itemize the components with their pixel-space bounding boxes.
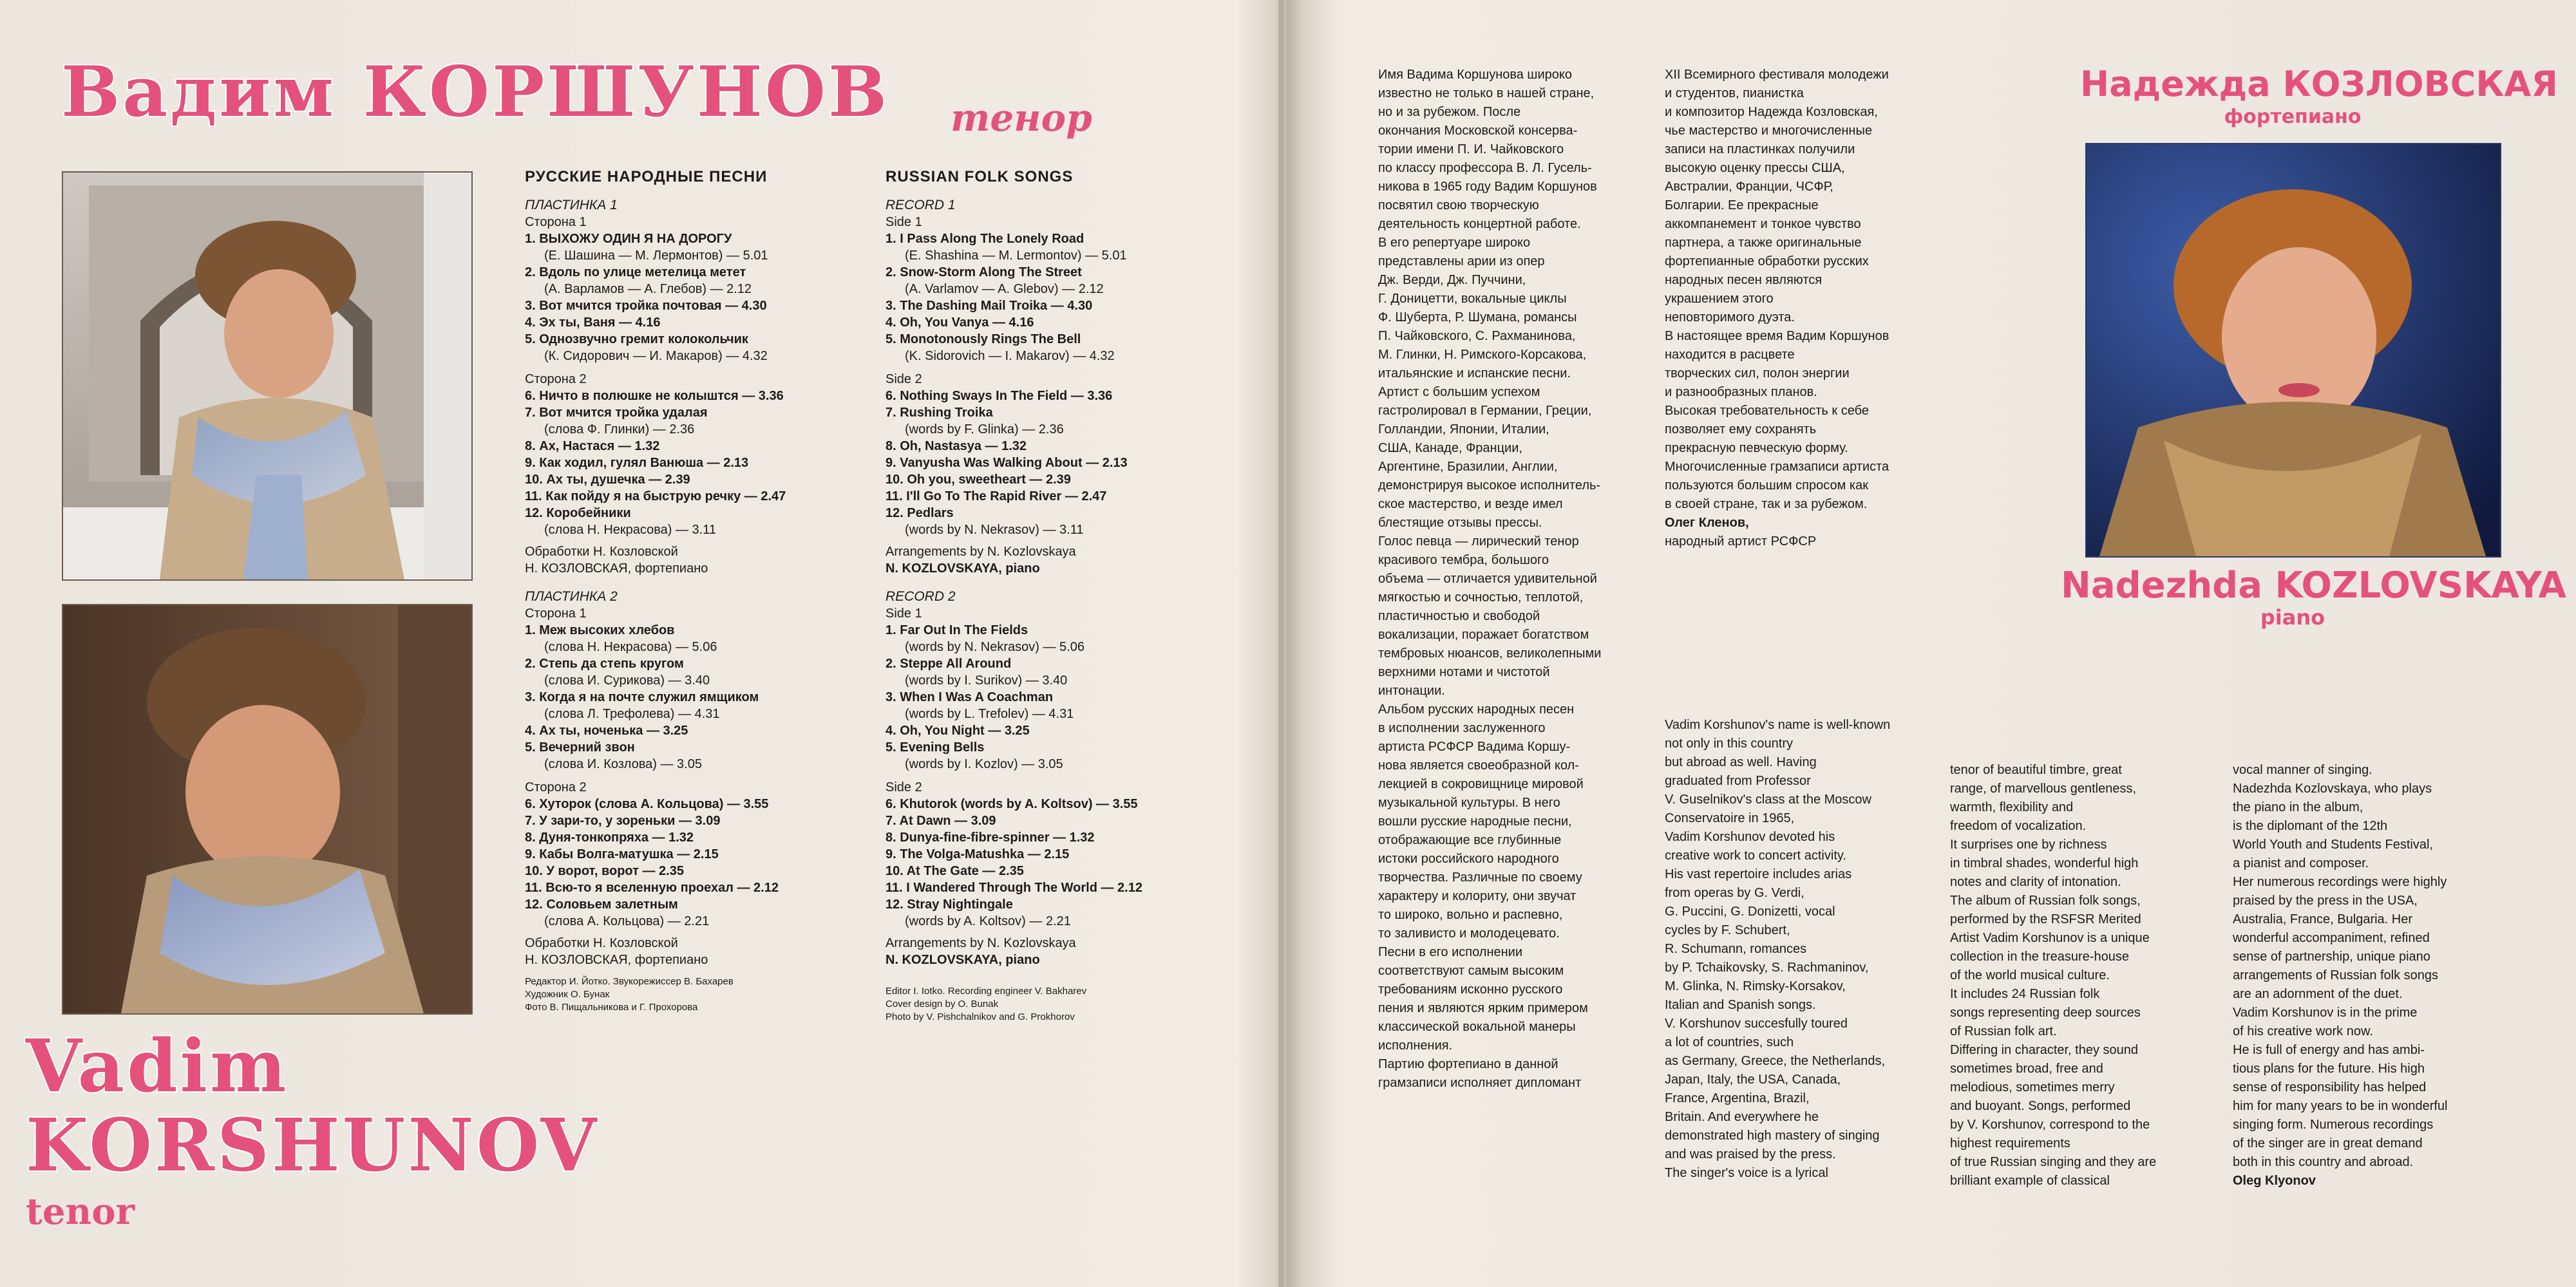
track-ru: (Е. Шашина — М. Лермонтов) — 5.01 [544,249,768,263]
liner-line-ru: истоки российского народного [1378,852,1559,866]
liner-line-en: and was praised by the press. [1665,1147,1836,1161]
credit-line-ru: Фото В. Пищальникова и Г. Прохорова [525,1002,698,1013]
liner-line-ru: никова в 1965 году Вадим Коршунов [1378,180,1597,194]
liner-line-en: It surprises one by richness [1950,838,2107,852]
track-en: (A. Varlamov — A. Glebov) — 2.12 [905,282,1104,296]
liner-line-ru: блестящие отзывы прессы. [1378,516,1542,530]
track-en: 11. I'll Go To The Rapid River — 2.47 [886,489,1107,503]
liner-line-ru: украшением этого [1665,292,1774,306]
track-en: 5. Evening Bells [886,740,985,755]
track-ru: 4. Эх ты, Ваня — 4.16 [525,315,661,330]
liner-line-ru: творческих сил, полон энергии [1665,366,1850,380]
liner-line-en: creative work to concert activity. [1665,849,1846,863]
pianist-credit-en: N. KOZLOVSKAYA, piano [886,561,1040,576]
liner-line-en: tious plans for the future. His high [2233,1062,2425,1076]
liner-notes-en-col1 [1665,716,1890,1183]
record1-label-ru: ПЛАСТИНКА 1 [525,198,618,212]
track-ru: 8. Ах, Настася — 1.32 [525,439,660,453]
liner-line-en: The album of Russian folk songs, [1950,894,2141,908]
track-en: 11. I Wandered Through The World — 2.12 [886,881,1142,895]
track-ru: 12. Коробейники [525,506,631,520]
pianist-portrait [2085,143,2501,558]
liner-line-en: and buoyant. Songs, performed [1950,1099,2131,1113]
liner-line-ru: пластичностью и свободой [1378,609,1540,623]
record1-side2-label-en: Side 2 [886,372,922,386]
credit-line-ru: Редактор И. Йотко. Звукорежиссер В. Бахарев [525,976,734,987]
track-ru: 6. Ничто в полюшке не колыштся — 3.36 [525,389,784,403]
track-en: 4. Oh, You Night — 3.25 [886,724,1030,738]
liner-line-ru: объема — отличается удивительной [1378,572,1597,586]
liner-line-en: praised by the press in the USA, [2233,894,2418,908]
track-ru: 5. Однозвучно гремит колокольчик [525,332,748,346]
track-ru: 1. Меж высоких хлебов [525,623,675,637]
liner-line-ru: XII Всемирного фестиваля молодежи [1665,68,1889,82]
track-ru: 1. ВЫХОЖУ ОДИН Я НА ДОРОГУ [525,232,732,246]
track-ru: 11. Всю-то я вселенную проехал — 2.12 [525,881,779,895]
liner-line-ru: вокализации, поражает богатством [1378,628,1589,642]
liner-line-ru: красивого тембра, большого [1378,553,1549,567]
track-en: 12. Pedlars [886,506,954,520]
liner-notes-en-col3 [2233,761,2448,1190]
liner-line-en: G. Puccini, G. Donizetti, vocal [1665,905,1835,919]
liner-line-ru: В его репертуаре широко [1378,236,1531,250]
liner-line-en: Nadezhda Kozlovskaya, who plays [2233,782,2432,796]
liner-line-ru: народных песен являются [1665,273,1823,287]
liner-line-ru: В настоящее время Вадим Коршунов [1665,329,1889,343]
track-en: 9. The Volga-Matushka — 2.15 [886,847,1070,861]
liner-line-en: tenor of beautiful timbre, great [1950,763,2122,777]
liner-line-en: range, of marvellous gentleness, [1950,782,2137,796]
liner-line-ru: верхними нотами и чистотой [1378,665,1550,679]
liner-line-en: graduated from Professor [1665,774,1811,788]
liner-line-ru: находится в расцвете [1665,348,1795,362]
liner-line-en: performed by the RSFSR Merited [1950,912,2141,926]
liner-line-ru: высокую оценку прессы США, [1665,161,1845,175]
arrangements-ru: Обработки Н. Козловской [525,545,678,559]
track-en: 2. Snow-Storm Along The Street [886,265,1082,279]
credits-en [886,985,1086,1024]
liner-line-ru: то заливисто и молодецевато. [1378,926,1560,941]
liner-line-ru: фортепианные обработки русских [1665,254,1869,268]
liner-line-ru: США, Канаде, Франции, [1378,441,1522,455]
liner-line-en: cycles by F. Schubert, [1665,923,1790,937]
liner-line-en: Vadim Korshunov devoted his [1665,830,1835,844]
liner-notes-en-col2 [1950,761,2156,1190]
track-en: 6. Khutorok (words by A. Koltsov) — 3.55 [886,797,1138,811]
liner-line-ru: лекцией в сокровищнице мировой [1378,777,1584,791]
track-en: 10. Oh you, sweetheart — 2.39 [886,473,1071,487]
liner-line-en: a lot of countries, such [1665,1035,1794,1049]
liner-line-en: Artist Vadim Korshunov is a unique [1950,931,2150,945]
liner-line-en: but abroad as well. Having [1665,755,1817,769]
track-en: 4. Oh, You Vanya — 4.16 [886,315,1034,330]
arrangements-ru-2: Обработки Н. Козловской [525,936,678,950]
liner-line-en: him for many years to be in wonderful [2233,1099,2448,1113]
liner-line-ru: Болгарии. Ее прекрасные [1665,198,1819,212]
arrangements-en: Arrangements by N. Kozlovskaya [886,545,1076,559]
liner-line-ru: окончания Московской консерва- [1378,124,1578,138]
liner-line-en: The singer's voice is a lyrical [1665,1166,1828,1180]
liner-line-en: It includes 24 Russian folk [1950,987,2100,1001]
liner-line-ru: классической вокальной манеры [1378,1020,1576,1034]
liner-line-ru: артиста РСФСР Вадима Коршу- [1378,740,1571,754]
liner-line-ru: соответствуют самым высоким [1378,964,1564,978]
liner-line-en: sense of responsibility has helped [2233,1080,2427,1094]
track-en: 7. At Dawn — 3.09 [886,814,996,828]
track-ru: 4. Ах ты, ноченька — 3.25 [525,724,688,738]
liner-line-ru: партнера, а также оригинальные [1665,236,1862,250]
liner-line-en: brilliant example of classical [1950,1174,2110,1188]
liner-line-en: of his creative work now. [2233,1024,2373,1038]
track-en: (words by I. Surikov) — 3.40 [905,673,1068,688]
liner-line-en: sometimes broad, free and [1950,1062,2103,1076]
liner-line-en: Britain. And everywhere he [1665,1110,1819,1124]
track-en: (words by F. Glinka) — 2.36 [905,422,1064,437]
liner-line-en: singing form. Numerous recordings [2233,1118,2434,1132]
liner-line-en: the piano in the album, [2233,800,2363,814]
liner-line-ru: Партию фортепиано в данной [1378,1057,1558,1071]
track-en: 2. Steppe All Around [886,657,1012,671]
liner-line-ru: Голос певца — лирический тенор [1378,534,1579,549]
liner-notes-ru-col2 [1665,66,1889,551]
liner-line-ru: прекрасную певческую форму. [1665,441,1848,455]
liner-line-en: are an adornment of the duet. [2233,987,2403,1001]
singer-photo-closeup [62,604,473,1015]
singer-photo-winter-arch [62,171,473,581]
pianist-role-ru: фортепиано [2224,106,2362,128]
track-en: 10. At The Gate — 2.35 [886,864,1024,878]
liner-line-en: Japan, Italy, the USA, Canada, [1665,1073,1841,1087]
liner-line-ru: исполнения. [1378,1038,1453,1053]
track-ru: (слова Н. Некрасова) — 5.06 [544,640,717,654]
singer-photo-closeup-image [63,605,471,1013]
credit-line-en: Editor I. Iotko. Recording engineer V. Bakharev [886,986,1087,997]
liner-line-ru: и студентов, пианистка [1665,86,1804,100]
track-en: 12. Stray Nightingale [886,897,1013,912]
track-en: 1. Far Out In The Fields [886,623,1028,637]
track-ru: 10. Ах ты, душечка — 2.39 [525,473,690,487]
tracklist-ru-heading: РУССКИЕ НАРОДНЫЕ ПЕСНИ [525,168,768,185]
pianist-portrait-image [2087,144,2500,556]
liner-line-ru: Высокая требовательность к себе [1665,404,1869,418]
arrangements-en-2: Arrangements by N. Kozlovskaya [886,936,1076,950]
liner-line-en: is the diplomant of the 12th [2233,819,2388,833]
liner-line-ru: вошли русские народные песни, [1378,814,1572,829]
liner-line-ru: итальянские и испанские песни. [1378,366,1571,380]
singer-title-ru: Вадим КОРШУНОВ [61,52,890,133]
liner-line-en: songs representing deep sources [1950,1006,2141,1020]
credit-line-ru: Художник О. Бунак [525,989,610,1000]
track-en: (words by A. Koltsov) — 2.21 [905,914,1071,928]
track-ru: 2. Вдоль по улице метелица метет [525,265,746,279]
singer-title-en-line2: KORSHUNOV [26,1104,600,1188]
liner-line-en: World Youth and Students Festival, [2233,838,2433,852]
track-ru: 7. Вот мчится тройка удалая [525,406,708,420]
liner-line-en: Italian and Spanish songs. [1665,998,1816,1012]
liner-line-ru: интонации. [1378,684,1445,698]
liner-line-ru: отображающие все глубинные [1378,833,1562,847]
track-ru: (А. Варламов — А. Глебов) — 2.12 [544,282,752,296]
track-ru: (слова А. Кольцова) — 2.21 [544,914,710,928]
liner-line-en: demonstrated high mastery of singing [1665,1129,1880,1143]
signature-ru: Олег Кленов, [1665,516,1749,530]
liner-line-en: of true Russian singing and they are [1950,1155,2157,1169]
liner-notes-ru-col1 [1378,66,1601,1093]
liner-line-ru: пения и являются ярким примером [1378,1001,1588,1015]
liner-line-en: highest requirements [1950,1136,2070,1151]
liner-line-ru: Имя Вадима Коршунова широко [1378,68,1572,82]
liner-line-en: as Germany, Greece, the Netherlands, [1665,1054,1886,1068]
liner-line-en: a pianist and composer. [2233,856,2369,870]
pianist-credit-en-2: N. KOZLOVSKAYA, piano [886,953,1040,967]
liner-line-ru: Многочисленные грамзаписи артиста [1665,460,1889,474]
liner-line-en: melodious, sometimes merry [1950,1080,2115,1094]
liner-line-ru: деятельность концертной работе. [1378,217,1581,231]
track-ru: 8. Дуня-тонкопряха — 1.32 [525,831,694,845]
liner-line-en: V. Guselnikov's class at the Moscow [1665,793,1871,807]
credit-line-en: Photo by V. Pishchalnikov and G. Prokhorov [886,1011,1075,1022]
liner-line-ru: то широко, вольно и распевно, [1378,908,1563,922]
liner-line-en: Conservatoire in 1965, [1665,811,1795,825]
liner-line-en: France, Argentina, Brazil, [1665,1091,1810,1105]
liner-line-ru: Альбом русских народных песен [1378,702,1575,717]
track-en: 3. When I Was A Coachman [886,690,1054,704]
liner-line-ru: в своей стране, так и за рубежом. [1665,497,1868,511]
tracklist-en [886,166,1142,968]
track-en: (words by N. Nekrasov) — 3.11 [905,523,1084,537]
liner-line-ru: и композитор Надежда Козловская, [1665,105,1878,119]
liner-line-en: R. Schumann, romances [1665,942,1807,956]
track-en: 3. The Dashing Mail Troika — 4.30 [886,299,1093,313]
track-ru: 6. Хуторок (слова А. Кольцова) — 3.55 [525,797,769,811]
liner-line-ru: записи на пластинках получили [1665,142,1855,156]
track-ru: (слова Л. Трефолева) — 4.31 [544,707,720,721]
liner-line-en: Her numerous recordings were highly [2233,875,2447,889]
liner-line-ru: Г. Доницетти, вокальные циклы [1378,292,1567,306]
tracklist-ru [525,166,786,968]
liner-line-ru: гастролировал в Германии, Греции, [1378,404,1592,418]
liner-line-en: Differing in character, they sound [1950,1043,2139,1057]
liner-line-en: His vast repertoire includes arias [1665,867,1852,881]
tracklist-en-heading: RUSSIAN FOLK SONGS [886,168,1074,185]
signature-title-ru: народный артист РСФСР [1665,534,1817,549]
liner-line-ru: грамзаписи исполняет дипломант [1378,1076,1582,1090]
liner-line-ru: Аргентине, Бразилии, Англии, [1378,460,1558,474]
liner-line-ru: представлены арии из опер [1378,254,1545,268]
liner-line-en: sense of partnership, unique piano [2233,950,2430,964]
signature-en: Oleg Klyonov [2233,1174,2316,1188]
liner-line-en: Vadim Korshunov's name is well-known [1665,718,1891,732]
track-ru: 5. Вечерний звон [525,740,635,755]
track-ru: 9. Кабы Волга-матушка — 2.15 [525,847,719,861]
liner-line-ru: музыкальной культуры. В него [1378,796,1560,810]
liner-line-ru: известно не только в нашей стране, [1378,86,1595,100]
liner-line-ru: творчества. Различные по своему [1378,870,1582,885]
record2-side2-label-ru: Сторона 2 [525,780,587,794]
track-en: 5. Monotonously Rings The Bell [886,332,1081,346]
liner-line-en: of the world musical culture. [1950,968,2110,982]
liner-line-ru: требованиям исконно русского [1378,982,1563,997]
pianist-name-en: Nadezhda KOZLOVSKAYA [2061,565,2567,606]
liner-line-ru: тембровых нюансов, великолепными [1378,646,1602,661]
liner-line-ru: Австралии, Франции, ЧСФР, [1665,180,1833,194]
liner-line-en: of the singer are in great demand [2233,1136,2423,1151]
singer-title-en-line1: Vadim [26,1024,289,1109]
record1-side1-label-ru: Сторона 1 [525,215,587,229]
liner-line-en: by P. Tchaikovsky, S. Rachmaninov, [1665,961,1869,975]
track-ru: 2. Степь да степь кругом [525,657,684,671]
track-ru: (слова И. Сурикова) — 3.40 [544,673,710,688]
liner-line-ru: Голландии, Японии, Италии, [1378,422,1549,437]
liner-line-ru: Ф. Шуберта, Р. Шумана, романсы [1378,310,1577,324]
liner-line-en: warmth, flexibility and [1950,800,2074,814]
liner-line-ru: позволяет ему сохранять [1665,422,1817,437]
liner-line-en: by V. Korshunov, correspond to the [1950,1118,2150,1132]
record2-label-ru: ПЛАСТИНКА 2 [525,589,618,604]
record1-side1-label-en: Side 1 [886,215,922,229]
liner-line-ru: П. Чайковского, С. Рахманинова, [1378,329,1576,343]
liner-line-en: of Russian folk art. [1950,1024,2057,1038]
liner-line-en: He is full of energy and has ambi- [2233,1043,2425,1057]
liner-line-ru: пользуются большим спросом как [1665,478,1868,493]
liner-line-en: from operas by G. Verdi, [1665,886,1804,900]
track-ru: (слова И. Козлова) — 3.05 [544,757,702,771]
liner-line-ru: характеру и колориту, они звучат [1378,889,1577,903]
track-ru: 7. У зари-то, у зореньки — 3.09 [525,814,721,828]
track-en: 7. Rushing Troika [886,406,993,420]
record2-side2-label-en: Side 2 [886,780,922,794]
liner-line-ru: демонстрируя высокое исполнитель- [1378,478,1601,493]
liner-line-en: not only in this country [1665,737,1793,751]
track-en: (words by N. Nekrasov) — 5.06 [905,640,1084,654]
liner-line-ru: нова является своеобразной кол- [1378,758,1579,773]
record1-side2-label-ru: Сторона 2 [525,372,587,386]
sleeve-fold [1278,0,1283,1287]
track-ru: (слова Н. Некрасова) — 3.11 [544,523,716,537]
liner-line-ru: Артист с большим успехом [1378,385,1540,399]
liner-line-en: collection in the treasure-house [1950,950,2129,964]
liner-line-ru: в исполнении заслуженного [1378,721,1546,735]
liner-line-ru: по классу профессора В. Л. Гусель- [1378,161,1592,175]
credits-ru [525,975,734,1014]
liner-line-ru: мягкостью и сочностью, теплотой, [1378,590,1584,605]
liner-line-en: both in this country and abroad. [2233,1155,2414,1169]
liner-line-ru: аккомпанемент и тонкое чувство [1665,217,1861,231]
track-ru: 11. Как пойду я на быструю речку — 2.47 [525,489,786,503]
record2-side1-label-ru: Сторона 1 [525,606,587,621]
liner-line-ru: чье мастерство и многочисленные [1665,124,1872,138]
pianist-role-en: piano [2260,605,2325,630]
pianist-name-ru: Надежда КОЗЛОВСКАЯ [2080,64,2558,104]
liner-line-en: Vadim Korshunov is in the prime [2233,1006,2418,1020]
track-en: 8. Dunya-fine-fibre-spinner — 1.32 [886,831,1095,845]
track-en: 6. Nothing Sways In The Field — 3.36 [886,389,1113,403]
track-ru: (К. Сидорович — И. Макаров) — 4.32 [544,349,768,363]
liner-line-ru: неповторимого дуэта. [1665,310,1795,324]
record1-label-en: RECORD 1 [886,198,956,212]
liner-line-ru: посвятил свою творческую [1378,198,1539,212]
track-ru: 9. Как ходил, гулял Ванюша — 2.13 [525,456,749,470]
liner-line-en: notes and clarity of intonation. [1950,875,2121,889]
track-en: 1. I Pass Along The Lonely Road [886,232,1084,246]
track-en: (words by L. Trefolev) — 4.31 [905,707,1074,721]
voice-type-en: tenor [26,1190,135,1233]
track-en: (words by I. Kozlov) — 3.05 [905,757,1063,771]
track-ru: 10. У ворот, ворот — 2.35 [525,864,684,878]
liner-line-en: arrangements of Russian folk songs [2233,968,2439,982]
liner-line-en: vocal manner of singing. [2233,763,2372,777]
track-ru: 12. Соловьем залетным [525,897,678,912]
credit-line-en: Cover design by O. Bunak [886,999,999,1010]
singer-photo-winter-arch-image [63,173,471,579]
record2-label-en: RECORD 2 [886,589,956,604]
liner-line-ru: ское мастерство, и везде имел [1378,497,1563,511]
liner-line-en: wonderful accompaniment, refined [2233,931,2430,945]
track-en: (E. Shashina — M. Lermontov) — 5.01 [905,249,1127,263]
pianist-credit-ru-2: Н. КОЗЛОВСКАЯ, фортепиано [525,953,708,967]
record2-side1-label-en: Side 1 [886,606,922,621]
track-ru: 3. Когда я на почте служил ямщиком [525,690,759,704]
liner-line-ru: М. Глинки, Н. Римского-Корсакова, [1378,348,1587,362]
track-en: 9. Vanyusha Was Walking About — 2.13 [886,456,1128,470]
liner-line-en: V. Korshunov succesfully toured [1665,1017,1848,1031]
track-en: (K. Sidorovich — I. Makarov) — 4.32 [905,349,1115,363]
pianist-credit-ru: Н. КОЗЛОВСКАЯ, фортепиано [525,561,708,576]
track-ru: 3. Вот мчится тройка почтовая — 4.30 [525,299,767,313]
liner-line-ru: Песни в его исполнении [1378,945,1523,959]
liner-line-ru: и разнообразных планов. [1665,385,1817,399]
liner-line-ru: тории имени П. И. Чайковского [1378,142,1564,156]
track-ru: (слова Ф. Глинки) — 2.36 [544,422,695,437]
liner-line-en: in timbral shades, wonderful high [1950,856,2139,870]
liner-line-en: Australia, France, Bulgaria. Her [2233,912,2413,926]
liner-line-en: freedom of vocalization. [1950,819,2087,833]
voice-type-ru: тенор [951,96,1092,140]
liner-line-en: M. Glinka, N. Rimsky-Korsakov, [1665,979,1846,993]
liner-line-ru: Дж. Верди, Дж. Пуччини, [1378,273,1526,287]
liner-line-ru: но и за рубежом. После [1378,105,1521,119]
track-en: 8. Oh, Nastasya — 1.32 [886,439,1027,453]
